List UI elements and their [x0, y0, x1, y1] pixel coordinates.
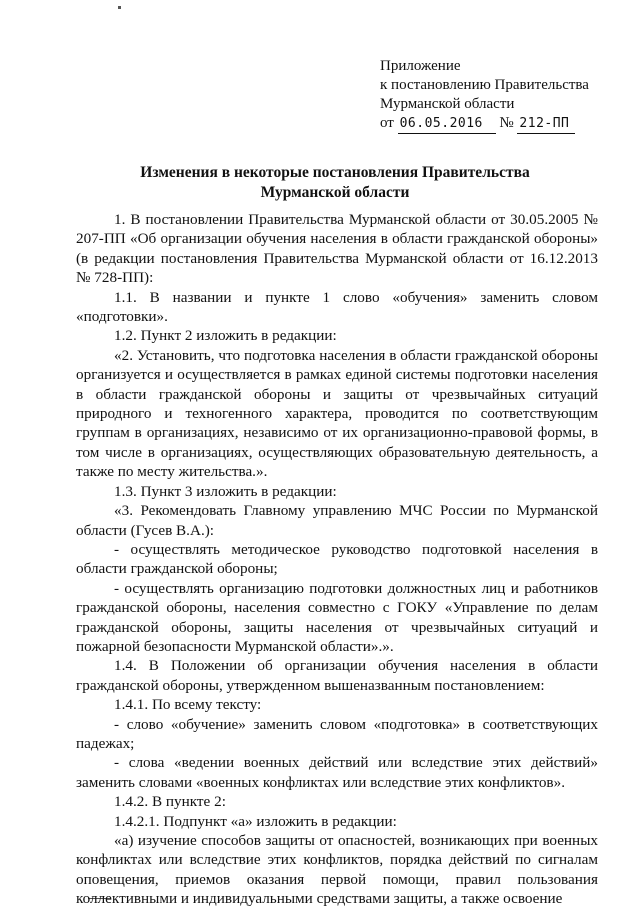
appendix-line-1: Приложение: [380, 58, 461, 74]
title-line-2: Мурманской области: [260, 184, 410, 201]
paragraph: «3. Рекомендовать Главному управлению МЧС России по Мурманской области (Гусев В.А.):: [76, 502, 598, 539]
decree-date: 06.05.2016: [398, 114, 496, 134]
paragraph: 1.3. Пункт 3 изложить в редакции:: [114, 482, 337, 500]
document-title: [100, 163, 570, 203]
from-label: от: [380, 115, 394, 131]
decree-number: 212-ПП: [517, 114, 575, 134]
number-label: №: [499, 115, 514, 131]
appendix-line-2: к постановлению Правительства: [380, 77, 589, 93]
paragraph: 1.2. Пункт 2 изложить в редакции:: [114, 327, 337, 345]
appendix-line-3: Мурманской области: [380, 96, 515, 112]
paragraph: 1.1. В названии и пункте 1 слово «обучения» заменить словом «подготовки».: [76, 288, 598, 326]
document-body: [76, 210, 598, 909]
paragraph: 1.4.2.1. Подпункт «а» изложить в редакции:: [114, 812, 397, 830]
paragraph: 1.4.2. В пункте 2:: [114, 793, 226, 811]
paragraph: «2. Установить, что подготовка населения в области гражданской обороны организуется и осуществляется в рамках единой системы подготовки населения в области гражданской обороны и защиты от чрезвычайных ситуаций природного и техногенного характера, проводится по соответствующим группам в организациях, независимо от их организационно-правовой формы, в том числе в организациях, осуществляющих образовательную деятельность, а также по месту жительства.».: [76, 346, 598, 481]
paragraph: - слово «обучение» заменить словом «подготовка» в соответствующих падежах;: [76, 715, 598, 752]
title-line-1: Изменения в некоторые постановления Правительства: [140, 164, 530, 181]
paragraph: - слова «ведении военных действий или вследствие этих действий» заменить словами «военных конфликтах или вследствие этих конфликтов».: [76, 754, 598, 791]
paragraph: 1. В постановлении Правительства Мурманской области от 30.05.2005 № 207-ПП «Об организации обучения населения в области гражданской обороны» (в редакции постановления Правительства Мурманской области от 16.12.2013 № 728-ПП):: [76, 211, 598, 287]
paragraph: «а) изучение способов защиты от опасностей, возникающих при военных конфликтах или вследствие этих конфликтов, порядка действий по сигналам оповещения, приемов оказания первой помощи, правил пользования коллективными и индивидуальными средствами защиты, а также освоение: [76, 832, 598, 908]
paragraph: - осуществлять организацию подготовки должностных лиц и работников гражданской обороны, населения совместно с ГОКУ «Управление по делам гражданской обороны, защиты населения от чрезвычайных ситуаций и пожарной безопасности Мурманской области».».: [76, 579, 598, 655]
paragraph: - осуществлять методическое руководство подготовкой населения в области гражданской обороны;: [76, 540, 598, 578]
appendix-date-line: [380, 114, 630, 134]
paragraph: 1.4.1. По всему тексту:: [114, 696, 262, 714]
scan-speck: [118, 6, 121, 9]
paragraph: 1.4. В Положении об организации обучения населения в области гражданской обороны, утвержденном вышеназванным постановлением:: [76, 657, 598, 694]
appendix-block: [380, 57, 630, 134]
